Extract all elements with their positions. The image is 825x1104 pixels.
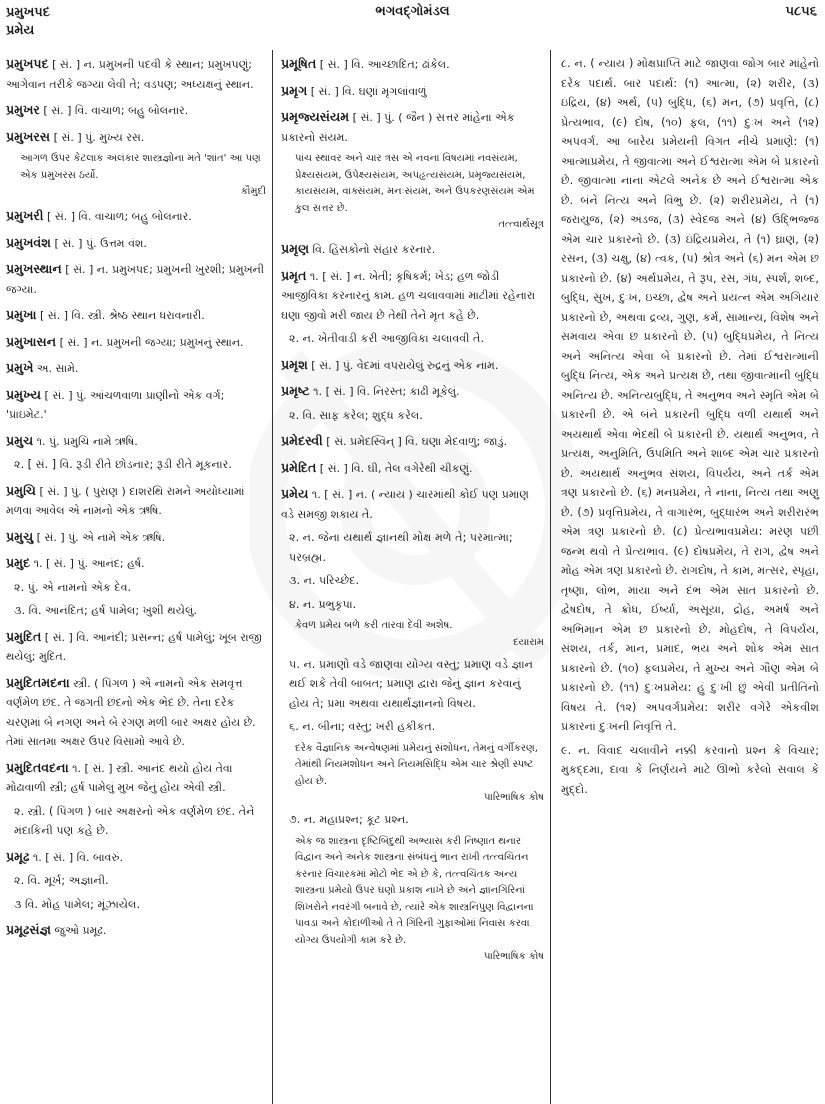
dictionary-columns [0, 50, 825, 1104]
dictionary-entry [6, 127, 266, 201]
definition-text: [ સં. ] વિ. ઘણાં મૃગલાંવાળું [307, 84, 427, 98]
dictionary-entry [281, 266, 544, 349]
headword: પ્રમુખરી [6, 208, 44, 223]
column-2 [273, 50, 551, 1104]
entry-definition [281, 107, 544, 147]
entry-definition [6, 847, 266, 868]
dictionary-entry [281, 107, 544, 233]
headword: પ્રમુદ [6, 555, 31, 570]
sense-definition: ૨. વિ. સાફ કરેલ; શુદ્ધ કરેલ. [289, 408, 423, 422]
definition-text: ૧. [ સં. ] વિ. બાવરું. [29, 850, 123, 864]
headword: પ્રમુખ્ય [6, 386, 42, 402]
dictionary-title: ભગવદ્ગોમંડલ [375, 4, 450, 19]
dictionary-entry [281, 458, 544, 479]
sense-definition: ૭. ન. મહાપ્રશ્ન; કૂટ પ્રશ્ન. [289, 813, 409, 826]
headword: પ્રમુદિતમદના [6, 674, 70, 690]
entry-definition [6, 758, 266, 798]
usage-quote: કેવળ પ્રમેય બળે કરી તારવા દેવી અશેષ. [295, 620, 453, 631]
dictionary-entry [6, 553, 266, 621]
sense-definition: ૩. વિ. આનંદિત; હર્ષ પામેલ; ખુશી થયેલું. [14, 604, 198, 617]
entry-definition [6, 358, 266, 379]
dictionary-entry [6, 431, 266, 475]
quote-source: પારિભાષિક કોષ [483, 792, 544, 803]
entry-definition [6, 233, 266, 254]
definition-text: ૧. [ સં. ] ન. ખેતી; કૃષિકર્મ; ખેડ; હળ જોડી આજીવિકા કરનારનું કામ. હળ ચલાવવામાં માટીમાં રહેનારા ઘણા જીવો મરી જાય છે તેથી તેને મૃત કહે છે. [281, 269, 536, 322]
headword: પ્રમુખસ્થાન [6, 261, 62, 276]
definition-text: ૧. [ સં. ] પું. આનંદ; હર્ષ. [30, 557, 145, 570]
headword: પ્રમુખપદ [6, 56, 49, 71]
sense-definition: ૩. ન. પરિચ્છેદ. [289, 574, 360, 587]
dictionary-entry [281, 484, 544, 965]
definition-text: અ. સામે. [33, 362, 79, 375]
dictionary-entry [281, 239, 544, 260]
headword: પ્રમુચુ [6, 528, 34, 544]
sense-definition: ૨. વિ. મૂર્ખ; અજ્ઞાની. [14, 874, 109, 887]
headword: પ્રમેદિત [281, 459, 317, 475]
entry-definition [6, 627, 266, 667]
quote-source: પારિભાષિક કોષ [483, 951, 544, 962]
definition-text: [ સં. ] પું. આંચળવાળા પ્રાણીનો એક વર્ગ; 'પ્રાઇમેટ.' [6, 388, 225, 421]
sense-definition: ૯. ન. વિવાદ ચલાવીને નક્કી કરવાનો પ્રશ્ન કે વિચાર; મુકદ્દમા, દાવા કે નિર્ણયને માટે ઊભો કરેલો સવાલ કે મુદ્દો. [561, 743, 819, 796]
sense-definition: ૪. ન. પ્રભુકૃપા. [289, 597, 357, 611]
dictionary-entry [281, 81, 544, 102]
dictionary-entry [6, 100, 266, 121]
definition-text: [ સં. પ્રમેદસ્વિન્ ] વિ. ઘણા મેદવાળું; જાડું. [322, 435, 507, 448]
headword: પ્રમુખા [6, 307, 37, 322]
headword: પ્રમુચ [6, 432, 34, 448]
definition-text: [ સં. ] ન. પ્રમુખપદ; પ્રમુખની ખુરશી; પ્રમુખની જગ્યા. [6, 263, 265, 296]
definition-text: [ સં. ] ન. પ્રમુખની પદવી કે સ્થાન; પ્રમુખપણું; આગેવાન તરીકે જગ્યા લેવી તે; વડપણ; અધ્યક્ષનું સ્થાન. [6, 58, 254, 91]
entry-definition [6, 553, 266, 574]
definition-text: [ સં. ] પું. ( જૈન ) સત્તર માંહેના એક પ્રકારનો સંયમ. [281, 111, 515, 144]
headword: પ્રમૃશ [281, 356, 308, 372]
sense-definition: ૨. ન. ખેતીવાડી કરી આજીવિકા ચલાવવી તે. [289, 332, 484, 345]
entry-definition [281, 484, 544, 524]
dictionary-entry [6, 259, 266, 299]
definition-text: ૧. [ સં. ] ન. ( ન્યાય ) ચારમાંથી કોઈ પણ પ્રમાણ વડે સમજી શકાય તે. [281, 488, 529, 521]
headword: પ્રમૃણ [281, 241, 310, 256]
definition-text: [ સં. ] પું. મુખ્ય રસ. [50, 130, 145, 144]
dictionary-entry [6, 385, 266, 425]
entry-definition [281, 54, 544, 75]
sense-definition: ૨. [ સં. ] વિ. રૂડી રીતે છોડનાર; રૂડી રીતે મૂકનાર. [14, 458, 232, 471]
sense-definition: ૮. ન. ( ન્યાય ) મોક્ષપ્રાપ્તિ માટે જાણવા જોગ બાર માંહેનો દરેક પદાર્થ. બાર પદાર્થ: (૧) આત્મા, (૨) શરીર, (૩) ઇંદ્રિય, (૪) અર્થ, (૫) બુદ્ધિ, (૬) મન, (૭) પ્રવૃત્તિ, (૮) પ્રેત્યભાવ, (૯) દોષ, (૧૦) ફલ, (૧૧) દુઃખ અને (૧૨) અપવર્ગ. આ બારેય પ્રમેયની વિગત નીચે પ્રમાણે: (૧) આત્માપ્રમેય, તે જીવાત્મા અને ઈશ્વરાત્મા એમ બે પ્રકારનો છે. જીવાત્મા નાના એટલે અનેક છે અને ઈશ્વરાત્મા એક છે. બંને નિત્ય અને વિભુ છે. (૨) શરીરપ્રમેય, તે (૧) જરાયુજ, (૨) અંડજ, (૩) સ્વેદજ અને (૪) ઉદ્ભિજ્જ એમ ચાર પ્રકારનો છે. (૩) ઇંદ્રિયપ્રમેય, તે (૧) ઘ્રાણ, (૨) રસન, (૩) ચક્ષુ, (૪) ત્વક, (૫) શ્રોત્ર અને (૬) મન એમ છ પ્રકારનો છે. (૪) અર્થપ્રમેય, તે રૂપ, રસ, ગંધ, સ્પર્શ, શબ્દ, બુદ્ધિ, સુખ, દુઃખ, ઇચ્છા, દ્વેષ અને પ્રયત્ન એમ અગિયાર પ્રકારનો છે, અથવા દ્રવ્ય, ગુણ, કર્મ, સામાન્ય, વિશેષ અને સમવાય એવા છ પ્રકારનો છે. (૫) બુદ્ધિપ્રમેય, તે નિત્ય અને અનિત્ય એવા બે પ્રકારનો છે. તેમાં ઈશ્વરાત્માની બુદ્ધિ નિત્ય, એક અને પ્રત્યક્ષ છે, તથા જીવાત્માની બુદ્ધિ અનિત્ય છે. અનિત્યબુદ્ધિ, તે અનુભવ અને સ્મૃતિ એમ બે પ્રકારની છે. એ બંને પ્રકારની બુદ્ધિ વળી યથાર્થ અને અયથાર્થ એવા ભેદથી બે પ્રકારની છે. યથાર્થ અનુભવ, તે પ્રત્યક્ષ, અનુમિતિ, ઉપમિતિ અને શાબ્દ એમ ચાર પ્રકારનો છે. અયથાર્થ અનુભવ સંશય, વિપર્યય, અને તર્ક એમ ત્રણ પ્રકારનો છે. (૬) મનપ્રમેય, તે નાના, નિત્ય તથા અણુ છે. (૭) પ્રવૃત્તિપ્રમેય, તે વાગારંભ, બુદ્ધારંભ અને શરીરારંભ એમ ત્રણ પ્રકારનો છે. (૮) પ્રેત્યભાવપ્રમેય: મરણ પછી જન્મ થવો તે પ્રેત્યભાવ. (૯) દોષપ્રમેય, તે રાગ, દ્વેષ અને મોહ એમ ત્રણ પ્રકારનો છે. રાગદોષ, તે કામ, મત્સર, સ્પૃહા, તૃષ્ણા, લોભ, માયા અને દંભ એમ સાત પ્રકારનો છે. દ્વેષદોષ, તે ક્રોધ, ઈર્ષ્યા, અસૂયા, દ્રોહ, અમર્ષ અને અભિમાન એમ છ પ્રકારનો છે. મોહદોષ, તે વિપર્યય, સંશય, તર્ક, માન, પ્રમાદ, ભય અને શોક એમ સાત પ્રકારનો છે. (૧૦) ફલપ્રમેય, તે મુખ્ય અને ગૌણ એમ બે પ્રકારનો છે. (૧૧) દુઃખપ્રમેય: હું દુઃખી છું એવી પ્રતીતિનો વિષય તે. (૧૨) અપવર્ગપ્રમેય: શરીર વગેરે એકવીશ પ્રકારનાં દુઃખની નિવૃત્તિ તે. [561, 57, 819, 733]
quote-source: દયારામ [513, 636, 544, 648]
dictionary-entry [6, 527, 266, 548]
dictionary-entry [281, 431, 544, 452]
definition-text: [ સં. ] પું. એ નામે એક ઋષિ. [33, 530, 166, 544]
headword: પ્રમુખાસન [6, 333, 57, 349]
entry-definition [6, 305, 266, 326]
headword: પ્રમુદિતવદના [6, 759, 69, 775]
page-number: ૫૮૫૬ [785, 4, 817, 19]
dictionary-entry [6, 54, 266, 94]
entry-definition [6, 259, 266, 299]
sense-definition: ૩ વિ. મોહ પામેલ; મૂંઝાયેલ. [14, 897, 140, 911]
dictionary-entry [6, 305, 266, 326]
definition-text: જુઓ પ્રમૂઢ. [51, 924, 107, 937]
headword: પ્રમુખરસ [6, 128, 51, 144]
headword: પ્રમૂઢસંજ્ઞ [6, 922, 52, 937]
headword: પ્રમુખર [6, 102, 40, 117]
entry-definition [281, 355, 544, 376]
usage-quote: પાંચ સ્થાવર અને ચાર ત્રસ એ નવના વિષયમાં નવસંયમ, પ્રેક્ષ્યસંયમ, ઉપેક્ષ્યસંયમ, અપહૃત્યસંયમ, પ્રમૃજ્યસંયમ, કાયસંયમ, વાક્સંયમ, મનઃસંયમ, અને ઉપકરણસંયમ એમ કુલ સત્તર છે. [295, 153, 535, 214]
dictionary-entry [281, 54, 544, 75]
dictionary-entry [281, 381, 544, 425]
definition-text: [ સં. ] પું. વેદમાં વપરાયેલું રુદ્રનું એક નામ. [307, 358, 499, 372]
sense-definition: ૨. પું. એ નામનો એક દેવ. [14, 580, 132, 594]
definition-text: ૧. પું. પ્રમુચિ નામે ઋષિ. [33, 434, 138, 448]
headword: પ્રમુદિત [6, 628, 42, 644]
entry-definition [6, 920, 266, 941]
definition-text: [ સં. ] પું. ( પુરાણ ) દાશરથિ રામને અયોધ્યામાં મળવા આવેલ એ નામનો એક ઋષિ. [6, 484, 245, 517]
dictionary-entry [281, 355, 544, 376]
usage-quote: એક જ શાસ્ત્રના દૃષ્ટિબિંદુથી અભ્યાસ કરી નિષ્ણાત થનાર વિદ્વાન અને અનેક શાસ્ત્રના સંબંધનું ભાન રાખી તત્ત્વચિંતન કરનાર વિચારકમાં મોટો ભેદ એ છે કે, તત્ત્વચિંતક અન્ય શાસ્ત્રના પ્રમેયો ઉપર ઘણો પ્રકાશ નાખે છે અને જ્ઞાનગિરિનાં શિખરોને નવરંગી બનાવે છે, ત્યારે એક શાસ્ત્રનિપુણ વિદ્વાનના પાવડા અને કોદાળીઓ તે તે ગિરિની ગુફાઓમાં નિવાસ કરવા યોગ્ય ઉપયોગી કામ કરે છે. [295, 835, 534, 946]
definition-text: [ સં. ] વિ. સ્ત્રી. શ્રેષ્ઠ સ્થાન ધરાવનારી. [36, 309, 205, 322]
guide-word-first: પ્રમુખપદ [6, 5, 51, 20]
dictionary-entry [6, 627, 266, 667]
headword: પ્રમેય [281, 486, 309, 501]
definition-text: [ સં. ] વિ. આચ્છાદિત; ઢાંકેલ. [316, 58, 450, 71]
sense-definition: ૬. ન. બીના; વસ્તુ; ખરી હકીકત. [289, 720, 436, 733]
entry-definition [6, 481, 266, 521]
definition-text: [ સં. ] વિ. આનંદી; પ્રસન્ન; હર્ષ પામેલું; ખૂબ રાજી થયેલું; મુદિત. [6, 630, 262, 663]
entry-definition [6, 100, 266, 121]
headword: પ્રમૂષિત [281, 56, 317, 71]
headword: પ્રમૃત [281, 267, 307, 283]
dictionary-entry [6, 847, 266, 915]
column-3 [551, 50, 825, 1104]
entry-definition [6, 332, 266, 353]
entry-definition [6, 54, 266, 94]
headword: પ્રમુચિ [6, 482, 36, 498]
dictionary-entry [6, 920, 266, 941]
sense-definition: ૨. ન. જેના યથાર્થ જ્ઞાનથી મોક્ષ મળે તે; પરમાત્મા; પરબ્રહ્મ. [289, 531, 513, 564]
definition-text: [ સં. ] વિ. ઘી, તેલ વગેરેથી ચીકણું. [316, 461, 473, 475]
definition-text: [ સં. ] વિ. વાચાળ; બહુ બોલનાર. [39, 104, 189, 117]
definition-text: ૧. [ સં. ] સ્ત્રી. આનંદ થયો હોય તેવા મોઢાવાળી સ્ત્રી; હર્ષ પામેલું મુખ જેનું હોય એવી સ્ત્રી. [6, 761, 233, 794]
dictionary-entry [6, 332, 266, 353]
entry-definition [6, 673, 266, 752]
entry-definition [281, 381, 544, 402]
definition-text: [ સં. ] ન. પ્રમુખની જગ્યા; પ્રમુખનું સ્થાન. [56, 335, 244, 349]
definition-text: [ સં. ] વિ. વાચાળ; બહુ બોલનાર. [43, 210, 192, 223]
headword: પ્રમેદસ્વી [281, 433, 323, 448]
dictionary-entry [6, 758, 266, 841]
headword: પ્રમૃજ્યસંયમ [281, 109, 350, 124]
sense-definition: ૨. સ્ત્રી. ( પિંગળ ) બાર અક્ષરનો એક વર્ણમેળ છંદ. તેને મંદાકિની પણ કહે છે. [14, 804, 255, 837]
dictionary-entry [6, 481, 266, 521]
entry-definition [6, 127, 266, 148]
headword: પ્રમૃષ્ટ [281, 383, 310, 398]
guide-word-last: પ્રમેય [6, 23, 35, 38]
entry-definition [281, 458, 544, 479]
headword: પ્રમુખવંશ [6, 234, 51, 250]
sense-definition: ૫. ન. પ્રમાણો વડે જાણવા યોગ્ય વસ્તુ; પ્રમાણ વડે જ્ઞાન થઈ શકે તેવી બાબત; પ્રમાણ દ્વારા જેનું જ્ઞાન કરવાનું હોય તે; પ્રમા અથવા યથાર્થજ્ઞાનનો વિષય. [289, 657, 533, 710]
usage-quote: દરેક વૈજ્ઞાનિક અન્વેષણમાં પ્રમેયનું સંશોધન, તેમનું વર્ગીકરણ, તેમાંથી નિયમશોધન અને નિયમસિદ્ધિ એમ ચાર શ્રેણી સ્પષ્ટ હોય છે. [295, 742, 538, 787]
entry-definition [281, 431, 544, 452]
definition-text: વિ. હિંસકોનો સંહાર કરનાર. [309, 243, 436, 256]
quote-source: કૌમુદી [240, 186, 266, 197]
headword: પ્રમુખે [6, 360, 34, 375]
definition-text: ૧. [ સં. ] વિ. નિરસ્ત; કાઢી મૂકેલું. [309, 385, 460, 398]
definition-text: સ્ત્રી. ( પિંગળ ) એ નામનો એક સમવૃત્ત વર્ણમેળ છંદ. તે જગતી છંદનો એક ભેદ છે. તેના દરેક ચરણમાં બે નગણ અને બે રગણ મળી બાર અક્ષર હોય છે. તેમાં સાતમા અક્ષર ઉપર વિસામો આવે છે. [6, 676, 256, 748]
headword: પ્રમૃગ [281, 82, 308, 98]
column-1 [0, 50, 273, 1104]
entry-definition [6, 431, 266, 452]
headword: પ્રમૂઢ [6, 848, 30, 864]
dictionary-entry [6, 358, 266, 379]
dictionary-entry [6, 673, 266, 752]
entry-definition [281, 81, 544, 102]
dictionary-entry [6, 206, 266, 227]
entry-definition [281, 239, 544, 260]
entry-definition [6, 527, 266, 548]
quote-source: તત્ત્વાર્થસૂત્ર [498, 219, 544, 230]
entry-definition [6, 206, 266, 227]
dictionary-entry [6, 233, 266, 254]
usage-quote: આગળ ઉપર કેટલાક અલંકાર શાસ્ત્રજ્ઞોના મતે 'શાંત' આ પણ એક પ્રમુખરસ ઠર્યો. [20, 153, 261, 181]
entry-definition [281, 266, 544, 326]
page-header [0, 0, 825, 56]
entry-definition [6, 385, 266, 425]
definition-text: [ સં. ] પું. ઉત્તમ વંશ. [50, 236, 147, 250]
